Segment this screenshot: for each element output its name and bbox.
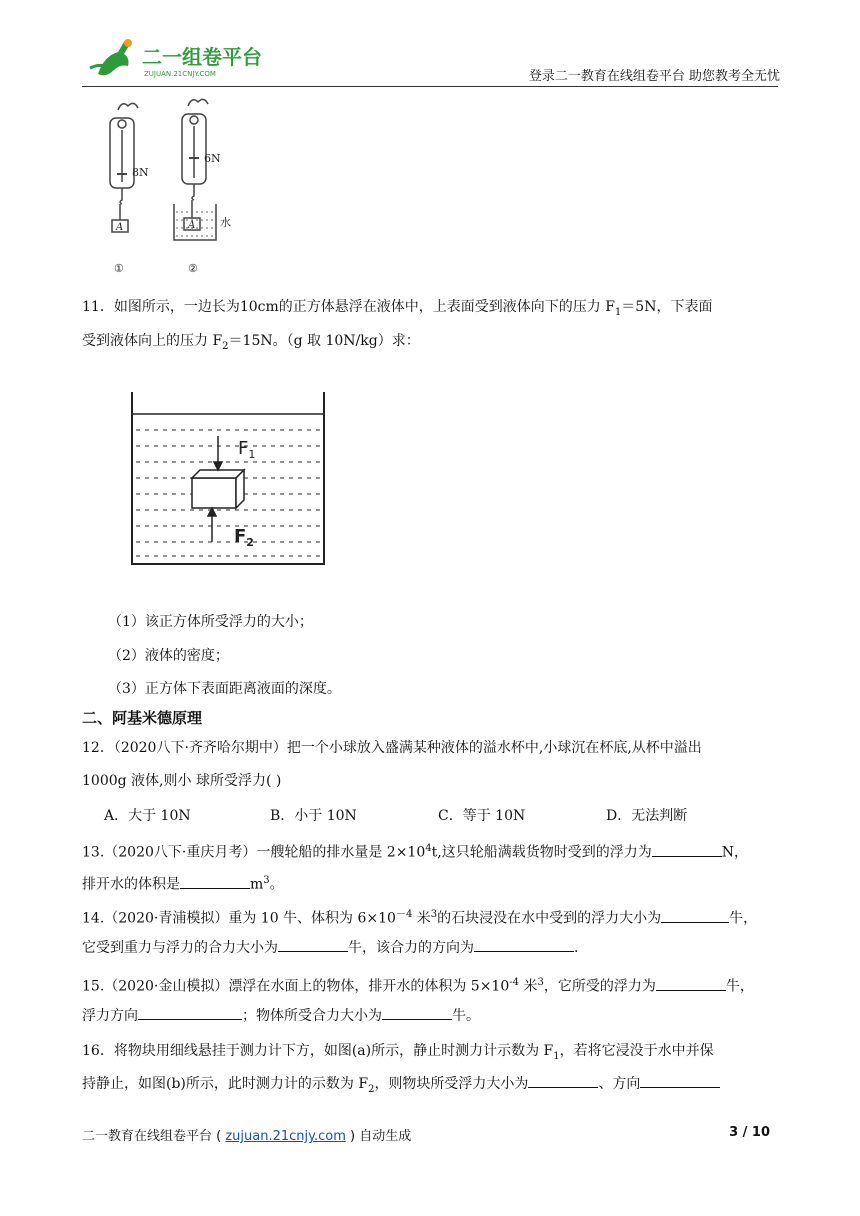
q11-sub2: （2）液体的密度； bbox=[108, 648, 229, 664]
q15-line2: 浮力方向 ；物体所受合力大小为 牛。 bbox=[82, 1005, 778, 1027]
section-title: 二、阿基米德原理 bbox=[82, 709, 203, 727]
fig-label-1: ① bbox=[114, 262, 124, 275]
block-a-label-2: A bbox=[188, 220, 196, 231]
page-number: 3 / 10 bbox=[729, 1125, 770, 1140]
scale1-hook-top bbox=[118, 103, 138, 110]
answer-blank[interactable] bbox=[382, 1005, 452, 1020]
f1-label: $F_1$ bbox=[238, 438, 256, 461]
q13-line2: 排开水的体积是 $m^3$。 bbox=[82, 875, 284, 893]
spring-scale-figure bbox=[96, 96, 256, 278]
q12-line2: 1000g 液体,则小 球所受浮力( ) bbox=[82, 773, 282, 789]
q11-line1: 11．如图所示，一边长为10cm的正方体悬浮在液体中，上表面受到液体向下的压力 $F_1=5N$，下表面 bbox=[82, 299, 713, 318]
header-tagline: 登录二一教育在线组卷平台 助您教考全无忧 bbox=[528, 69, 780, 84]
q12-option-d: D．无法判断 bbox=[606, 808, 688, 824]
answer-blank[interactable] bbox=[640, 1073, 720, 1088]
logo-title: 二一组卷平台 bbox=[142, 45, 262, 69]
answer-blank[interactable] bbox=[661, 908, 729, 923]
reading-8n: 8N bbox=[132, 166, 149, 179]
q13-line1: 13.（2020八下·重庆月考）一艘轮船的排水量是 $2\times 10^4t$,这只轮船满载货物时受到的浮力为 N， bbox=[82, 843, 748, 861]
answer-blank[interactable] bbox=[528, 1073, 598, 1088]
q16-line2: 持静止，如图(b)所示，此时测力计的示数为 $F_2$，则物块所受浮力大小为 、方向 bbox=[82, 1073, 778, 1101]
q11-line2: 受到液体向上的压力 $F_2=15N$。（g 取 10N/kg）求： bbox=[82, 333, 420, 352]
q14-line2: 它受到重力与浮力的合力大小为 牛，该合力的方向为 . bbox=[82, 937, 778, 959]
footer-source: 二一教育在线组卷平台 ( zujuan.21cnjy.com ) 自动生成 bbox=[82, 1129, 412, 1144]
brand-logo bbox=[84, 34, 284, 84]
q12-option-a: A．大于 10N bbox=[104, 808, 191, 824]
water-label: 水 bbox=[220, 216, 231, 229]
liquid-container-figure bbox=[126, 392, 330, 568]
q12-option-c: C．等于 10N bbox=[438, 808, 526, 824]
q11-sub3: （3）正方体下表面距离液面的深度。 bbox=[108, 681, 341, 697]
q12-line1: 12．（2020八下·齐齐哈尔期中）把一个小球放入盛满某种液体的溢水杯中,小球沉在杯底,从杯中溢出 bbox=[82, 740, 702, 756]
runner-logo-icon bbox=[84, 34, 284, 84]
answer-blank[interactable] bbox=[652, 842, 722, 857]
answer-blank[interactable] bbox=[656, 976, 726, 991]
q11-sub1: （1）该正方体所受浮力的大小； bbox=[108, 614, 313, 630]
reading-6n: 6N bbox=[204, 152, 221, 165]
q16-line1: 16．将物块用细线悬挂于测力计下方，如图(a)所示，静止时测力计示数为 $F_1$，若将它浸没于水中并保 bbox=[82, 1043, 714, 1062]
q15-line1: 15.（2020·金山模拟）漂浮在水面上的物体，排开水的体积为 $5\times 10^{-4}$ 米$^3$，它所受的浮力为 牛， bbox=[82, 977, 754, 995]
answer-blank[interactable] bbox=[278, 937, 348, 952]
fig-label-2: ② bbox=[188, 262, 198, 275]
cube bbox=[192, 470, 244, 508]
answer-blank[interactable] bbox=[138, 1005, 242, 1020]
block-a-label: A bbox=[116, 222, 124, 233]
f2-label: $F_2$ bbox=[234, 526, 254, 549]
footer-link[interactable]: zujuan.21cnjy.com bbox=[225, 1129, 346, 1144]
q14-line1: 14.（2020·青浦模拟）重为 10 牛、体积为 $6\times 10^{-4}$ 米$^3$的石块浸没在水中受到的浮力大小为 牛， bbox=[82, 909, 758, 927]
answer-blank[interactable] bbox=[474, 937, 574, 952]
header-divider bbox=[82, 86, 778, 87]
logo-url: ZUJUAN.21CNJY.COM bbox=[144, 70, 216, 78]
answer-blank[interactable] bbox=[180, 874, 250, 889]
q12-option-b: B．小于 10N bbox=[270, 808, 357, 824]
